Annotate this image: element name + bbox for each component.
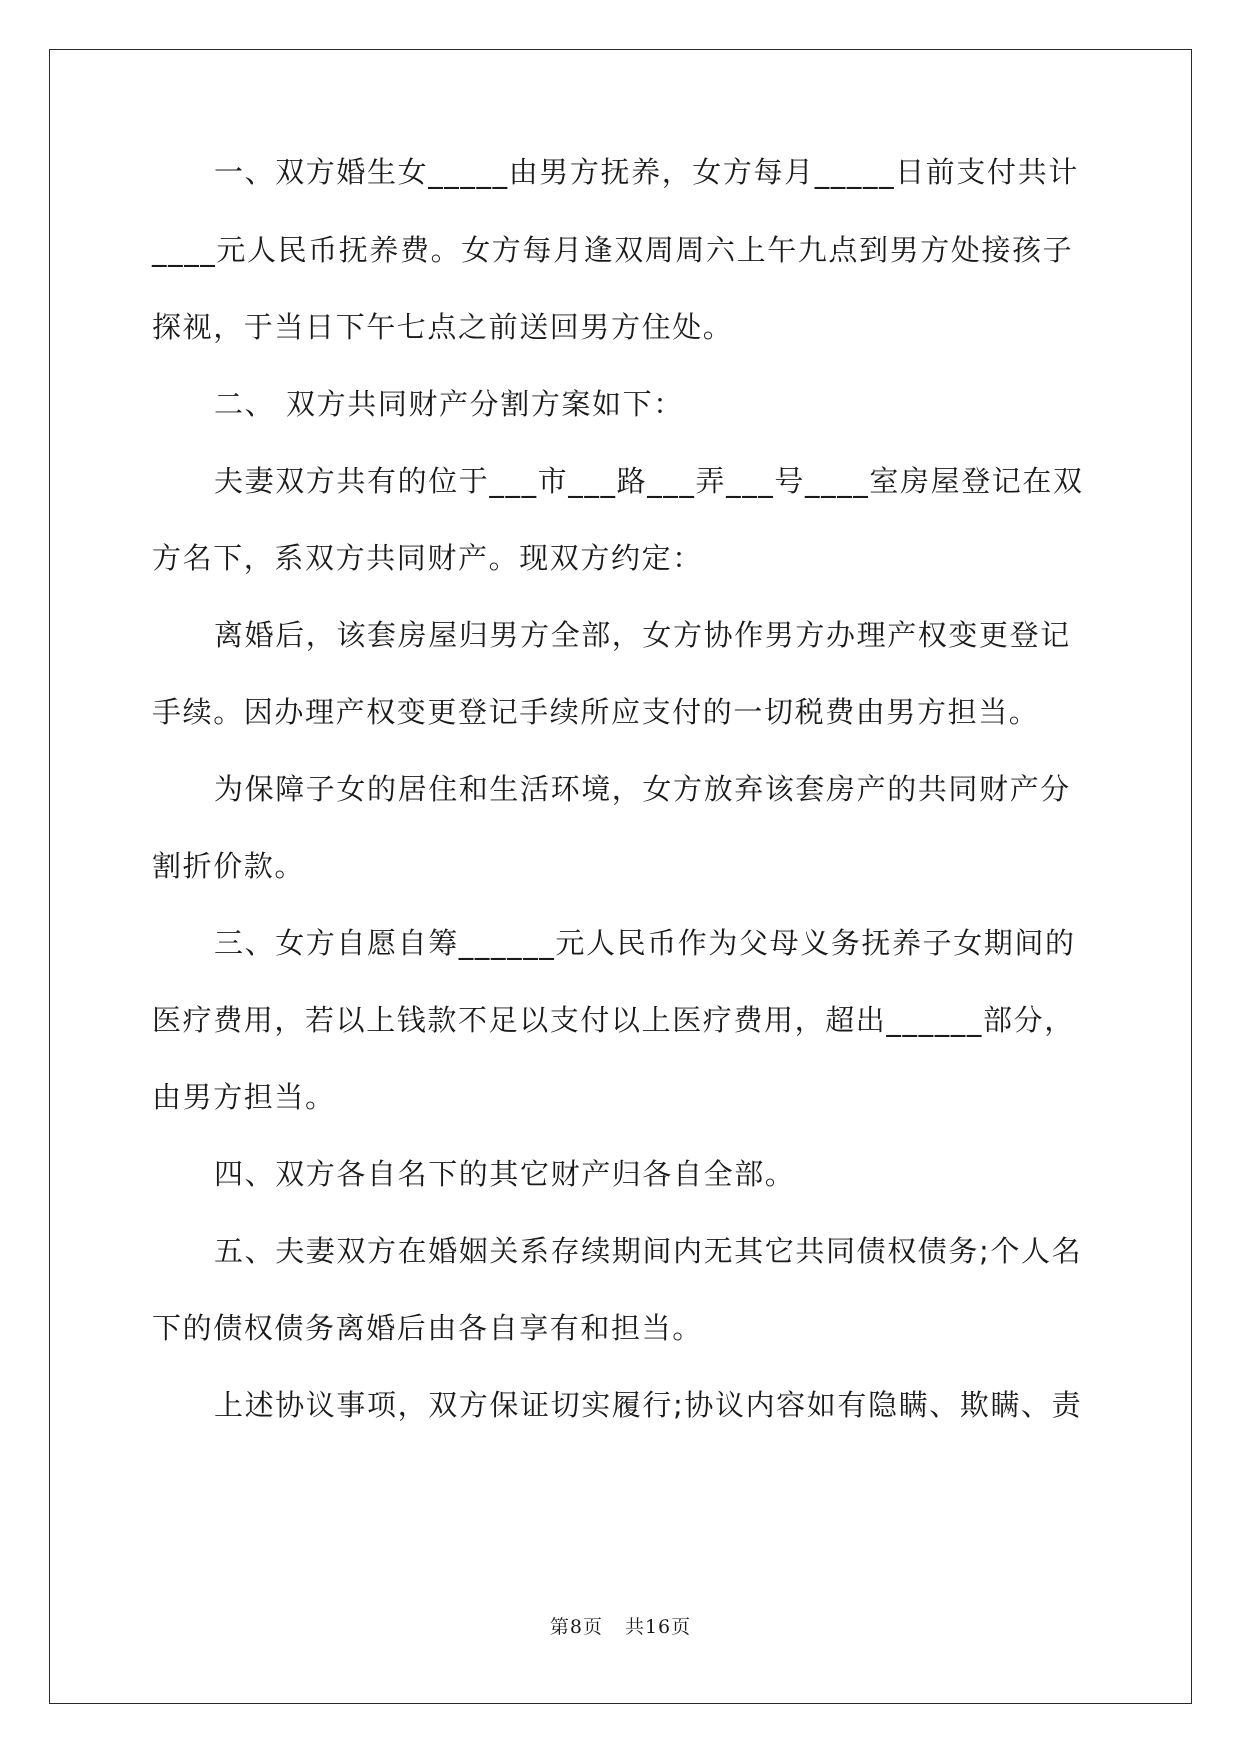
page-number: 第8页 — [549, 1616, 603, 1638]
paragraph-house-line-1: 离婚后，该套房屋归男方全部，女方协作男方办理产权变更登记 — [214, 618, 1071, 652]
closing-paragraph-line-1: 上述协议事项，双方保证切实履行;协议内容如有隐瞒、欺瞒、责 — [214, 1388, 1083, 1422]
paragraph-1-line-3: 探视，于当日下午七点之前送回男方住处。 — [152, 310, 734, 344]
paragraph-property-line-2: 方名下，系双方共同财产。现双方约定： — [152, 541, 703, 575]
section-3-line-3: 由男方担当。 — [152, 1080, 336, 1114]
section-3-line-2: 医疗费用，若以上钱款不足以支付以上医疗费用，超出______部分， — [152, 1003, 1075, 1037]
paragraph-waiver-line-1: 为保障子女的居住和生活环境，女方放弃该套房产的共同财产分 — [214, 772, 1071, 806]
paragraph-1-line-1: 一、双方婚生女_____由男方抚养，女方每月_____日前支付共计 — [214, 155, 1079, 189]
paragraph-house-line-2: 手续。因办理产权变更登记手续所应支付的一切税费由男方担当。 — [152, 695, 1040, 729]
section-3-line-1: 三、女方自愿自筹______元人民币作为父母义务抚养子女期间的 — [214, 926, 1076, 960]
section-5-line-2: 下的债权债务离婚后由各自享有和担当。 — [152, 1311, 703, 1345]
page-footer — [0, 1612, 1241, 1639]
paragraph-waiver-line-2: 割折价款。 — [152, 849, 306, 883]
section-5-line-1: 五、夫妻双方在婚姻关系存续期间内无其它共同债权债务;个人名 — [214, 1234, 1083, 1268]
section-4-line-1: 四、双方各自名下的其它财产归各自全部。 — [214, 1157, 796, 1191]
paragraph-1-line-2: ____元人民币抚养费。女方每月逢双周周六上午九点到男方处接孩子 — [152, 233, 1074, 267]
paragraph-property-line-1: 夫妻双方共有的位于___市___路___弄___号____室房屋登记在双 — [214, 464, 1084, 498]
section-2-heading: 二、 双方共同财产分割方案如下： — [214, 387, 684, 421]
total-pages: 共16页 — [624, 1616, 692, 1638]
